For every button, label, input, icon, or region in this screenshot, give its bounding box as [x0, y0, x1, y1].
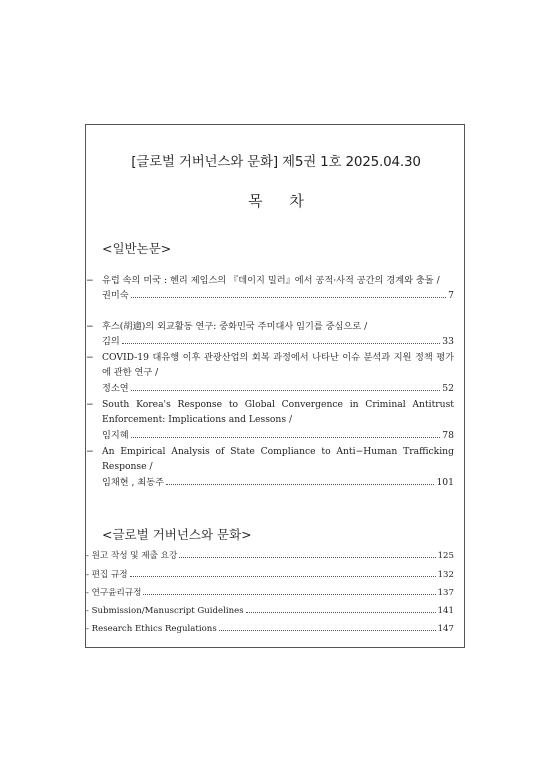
entry-title: - Submission/Manuscript Guidelines	[86, 606, 244, 616]
dot-leader	[131, 437, 441, 438]
dot-leader	[131, 390, 441, 391]
entry-dash: −	[86, 352, 94, 363]
journal-title: [글로벌 거버넌스와 문화] 제5권 1호 2025.04.30	[131, 154, 421, 170]
dot-leader	[131, 297, 447, 298]
entry-page: 141	[437, 606, 454, 616]
entry-page: 78	[442, 429, 454, 441]
toc-heading: 목 차	[248, 192, 304, 210]
dot-leader	[179, 557, 435, 558]
entry-title: - 원고 작성 및 제출 요강	[86, 551, 178, 561]
toc-entry[interactable]	[86, 550, 454, 562]
entry-author: 권미숙	[102, 290, 129, 302]
toc-entry[interactable]	[86, 587, 454, 599]
dot-leader	[143, 594, 435, 595]
entry-dash: −	[86, 275, 94, 286]
dot-leader	[166, 484, 434, 485]
entry-page: 7	[448, 290, 454, 302]
toc-entry[interactable]	[86, 350, 454, 396]
entry-title: - 편집 규정	[86, 570, 128, 580]
dot-leader	[122, 343, 441, 344]
entry-dash: −	[86, 321, 94, 332]
toc-entry[interactable]	[86, 273, 454, 304]
entry-page: 52	[442, 382, 454, 394]
entry-page: 137	[437, 588, 454, 598]
entry-author: 김의	[102, 336, 120, 348]
section-heading-journal-info: <글로벌 거버넌스와 문화>	[102, 527, 252, 542]
dot-leader	[219, 630, 436, 631]
entry-page: 147	[437, 624, 454, 634]
section-heading-general-papers: <일반논문>	[102, 241, 172, 256]
entry-title: - 연구윤리규정	[86, 588, 142, 598]
dot-leader	[246, 612, 436, 613]
entry-title: COVID-19 대유행 이후 관광산업의 회복 과정에서 나타난 이슈 분석과 지원 정책 평가에 관한 연구 /	[102, 352, 454, 379]
entry-title: An Empirical Analysis of State Compliance to Anti−Human Trafficking Response /	[102, 446, 454, 473]
entry-page: 125	[437, 551, 454, 561]
entry-author: 정소연	[102, 382, 129, 394]
entry-page: 101	[436, 476, 454, 488]
entry-dash: −	[86, 399, 94, 410]
entry-author: 임지혜	[102, 429, 129, 441]
toc-entry[interactable]	[86, 605, 454, 617]
entry-page: 33	[442, 336, 454, 348]
entry-dash: −	[86, 446, 94, 457]
toc-entry[interactable]	[86, 444, 454, 490]
entry-title: - Research Ethics Regulations	[86, 624, 217, 634]
toc-entry[interactable]	[86, 397, 454, 443]
entry-page: 132	[437, 570, 454, 580]
entry-title: 후스(胡適)의 외교활동 연구: 중화민국 주미대사 임기를 중심으로 /	[102, 321, 368, 332]
toc-entry[interactable]	[86, 569, 454, 581]
entry-title: South Korea's Response to Global Convergence in Criminal Antitrust Enforcement: Implications and Lessons /	[102, 399, 454, 426]
toc-entry[interactable]	[86, 319, 454, 350]
dot-leader	[130, 576, 436, 577]
entry-author: 임채현 , 최동주	[102, 476, 165, 488]
toc-entry[interactable]	[86, 623, 454, 635]
entry-title: 유럽 속의 미국 : 헨리 제임스의 『데이지 밀러』에서 공적·사적 공간의 경계와 충돌 /	[102, 275, 440, 286]
